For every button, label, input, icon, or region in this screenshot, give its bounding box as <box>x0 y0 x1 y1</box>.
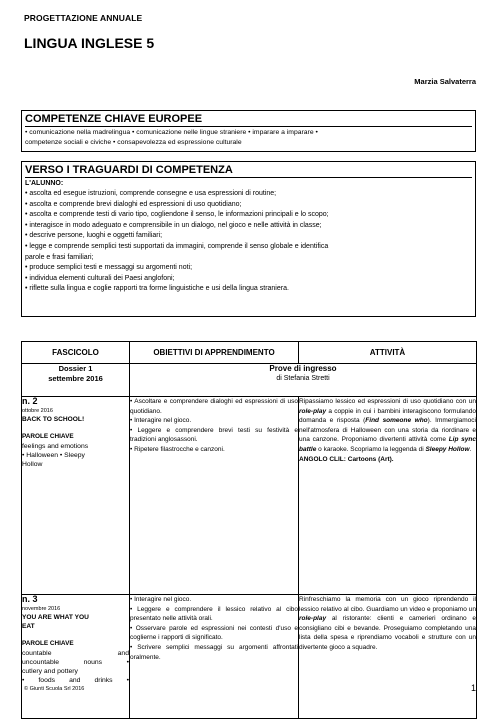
attivita-text: . <box>469 445 472 453</box>
obiettivo-item: • Leggere e comprendere il lessico relativo al cibo presentato nelle attività orali. <box>130 605 298 623</box>
traguardi-subtitle: L'ALUNNO: <box>25 180 64 187</box>
parole-chiave-line: countable and <box>22 650 129 657</box>
competenze-line-2: competenze sociali e civiche • consapevolezza ed espressione culturale <box>25 139 242 146</box>
traguardi-item: • riflette sulla lingua e coglie rapporti tra forme linguistiche e usi della lingua straniera. <box>25 285 289 293</box>
fascicolo-date: ottobre 2016 <box>22 407 53 414</box>
prove-title: Prove di ingresso <box>269 364 337 373</box>
fascicolo-title: EAT <box>22 623 35 630</box>
table-row-dossier <box>22 364 477 397</box>
author-name: Marzia Salvaterra <box>414 77 476 86</box>
attivita-emphasis: role-play <box>299 407 327 415</box>
traguardi-item: • legge e comprende semplici testi supportati da immagini, comprende il senso globale e identifica <box>25 242 329 250</box>
document-title: LINGUA INGLESE 5 <box>24 35 155 51</box>
attivita-emphasis: Lip sync battle <box>299 436 476 453</box>
parole-chiave-label: PAROLE CHIAVE <box>22 433 74 440</box>
parole-chiave-line: feelings and emotions <box>22 442 89 450</box>
attivita-text: a coppie in cui i bambini interagiscono formulando domanda e risposta ( <box>299 407 476 425</box>
fascicolo-cell <box>22 595 130 719</box>
obiettivo-item: • Ascoltare e comprendere dialoghi ed espressioni di uso quotidiano. <box>130 398 298 415</box>
header-obiettivi: OBIETTIVI DI APPRENDIMENTO <box>130 342 299 364</box>
competenze-box <box>21 110 476 152</box>
traguardi-title: VERSO I TRAGUARDI DI COMPETENZA <box>25 164 472 178</box>
dossier-cell <box>22 364 130 397</box>
parole-chiave-line: Hollow <box>22 460 43 468</box>
attivita-text: ). Immergiamoci nell'atmosfera di Halloween con una storia da riordinare e una canzone. Proponiamo divertenti attività come <box>299 417 476 444</box>
planning-table <box>21 341 477 719</box>
traguardi-item: • descrive persone, luoghi e oggetti familiari; <box>25 232 163 240</box>
attivita-text: Ripassiamo lessico ed espressioni di uso quotidiano con un <box>299 398 476 405</box>
attivita-cell <box>299 595 477 719</box>
parole-chiave-line: cutlery and pottery <box>22 668 78 675</box>
obiettivi-cell <box>130 595 299 719</box>
attivita-cell <box>299 397 477 595</box>
attivita-emphasis: Sleepy Hollow <box>425 445 470 453</box>
attivita-text: al ristorante: clienti e camerieri ordinano e consigliano cibi e bevande. Proseguiamo completando una lista della spesa e riprendiamo vocaboli e strutture con un divertente gioco a squadre. <box>299 615 476 651</box>
parole-chiave-line: • foods and drinks • <box>22 677 129 684</box>
header-attivita: ATTIVITÀ <box>299 342 477 364</box>
table-row <box>22 397 477 595</box>
copyright: © Giunti Scuola Srl 2016 <box>24 686 85 692</box>
traguardi-item: • ascolta ed esegue istruzioni, comprende consegne e usa espressioni di routine; <box>25 190 277 197</box>
parole-chiave-label: PAROLE CHIAVE <box>22 640 74 648</box>
fascicolo-title: BACK TO SCHOOL! <box>22 415 85 423</box>
traguardi-item: • interagisce in modo adeguato e comprensibile in un dialogo, nel gioco e nelle attività in classe; <box>25 221 322 229</box>
competenze-title: COMPETENZE CHIAVE EUROPEE <box>25 113 472 127</box>
fascicolo-number: n. 2 <box>22 396 38 406</box>
traguardi-item: • ascolta e comprende testi di vario tipo, cogliendone il senso, le informazioni principali e lo scopo; <box>25 211 329 219</box>
header-fascicolo: FASCICOLO <box>22 342 130 364</box>
angolo-clil: ANGOLO CLIL: Cartoons (Art). <box>299 455 394 463</box>
obiettivo-item: • Ripetere filastrocche e canzoni. <box>130 445 225 453</box>
prove-author: di Stefania Stretti <box>276 375 330 382</box>
page-number: 1 <box>470 683 476 693</box>
program-label: PROGETTAZIONE ANNUALE <box>24 13 143 23</box>
traguardi-item: parole e frasi familiari; <box>25 253 94 261</box>
attivita-text: o karaoke. Scopriamo la leggenda di <box>316 445 426 453</box>
obiettivo-item: • Osservare parole ed espressioni nei contesti d'uso e coglierne i rapporti di significato. <box>130 624 298 642</box>
competenze-line-1: • comunicazione nella madrelingua • comunicazione nelle lingue straniere • imparare a imparare • <box>25 129 318 136</box>
table-header-row <box>22 342 477 364</box>
obiettivo-item: • Scrivere semplici messaggi su argomenti affrontati oralmente. <box>130 643 298 661</box>
attivita-emphasis: role-play <box>299 615 327 623</box>
obiettivo-item: • Leggere e comprendere brevi testi su festività e tradizioni anglosassoni. <box>130 426 298 444</box>
fascicolo-number: n. 3 <box>22 594 38 604</box>
fascicolo-title: YOU ARE WHAT YOU <box>22 613 89 621</box>
traguardi-item: • ascolta e comprende brevi dialoghi ed espressioni di uso quotidiano; <box>25 200 242 208</box>
fascicolo-cell <box>22 397 130 595</box>
prove-cell <box>130 364 477 397</box>
parole-chiave-line: • Halloween • Sleepy <box>22 451 85 459</box>
traguardi-item: • produce semplici testi e messaggi su argomenti noti; <box>25 264 193 272</box>
attivita-emphasis: Find someone who <box>365 417 428 425</box>
dossier-date: settembre 2016 <box>48 374 103 383</box>
dossier-number: Dossier 1 <box>58 364 93 373</box>
fascicolo-date: novembre 2016 <box>22 605 61 612</box>
traguardi-item: • individua elementi culturali dei Paesi anglofoni; <box>25 274 175 282</box>
table-row <box>22 595 477 719</box>
obiettivo-item: • Interagire nel gioco. <box>130 596 192 603</box>
obiettivo-item: • Interagire nel gioco. <box>130 417 192 425</box>
parole-chiave-line: uncountable nouns • <box>22 659 129 666</box>
obiettivi-cell <box>130 397 299 595</box>
traguardi-box <box>21 161 476 317</box>
attivita-text: Rinfreschiamo la memoria con un gioco riprendendo il lessico relativo al cibo. Guardiamo un video e proponiamo un <box>299 596 476 613</box>
